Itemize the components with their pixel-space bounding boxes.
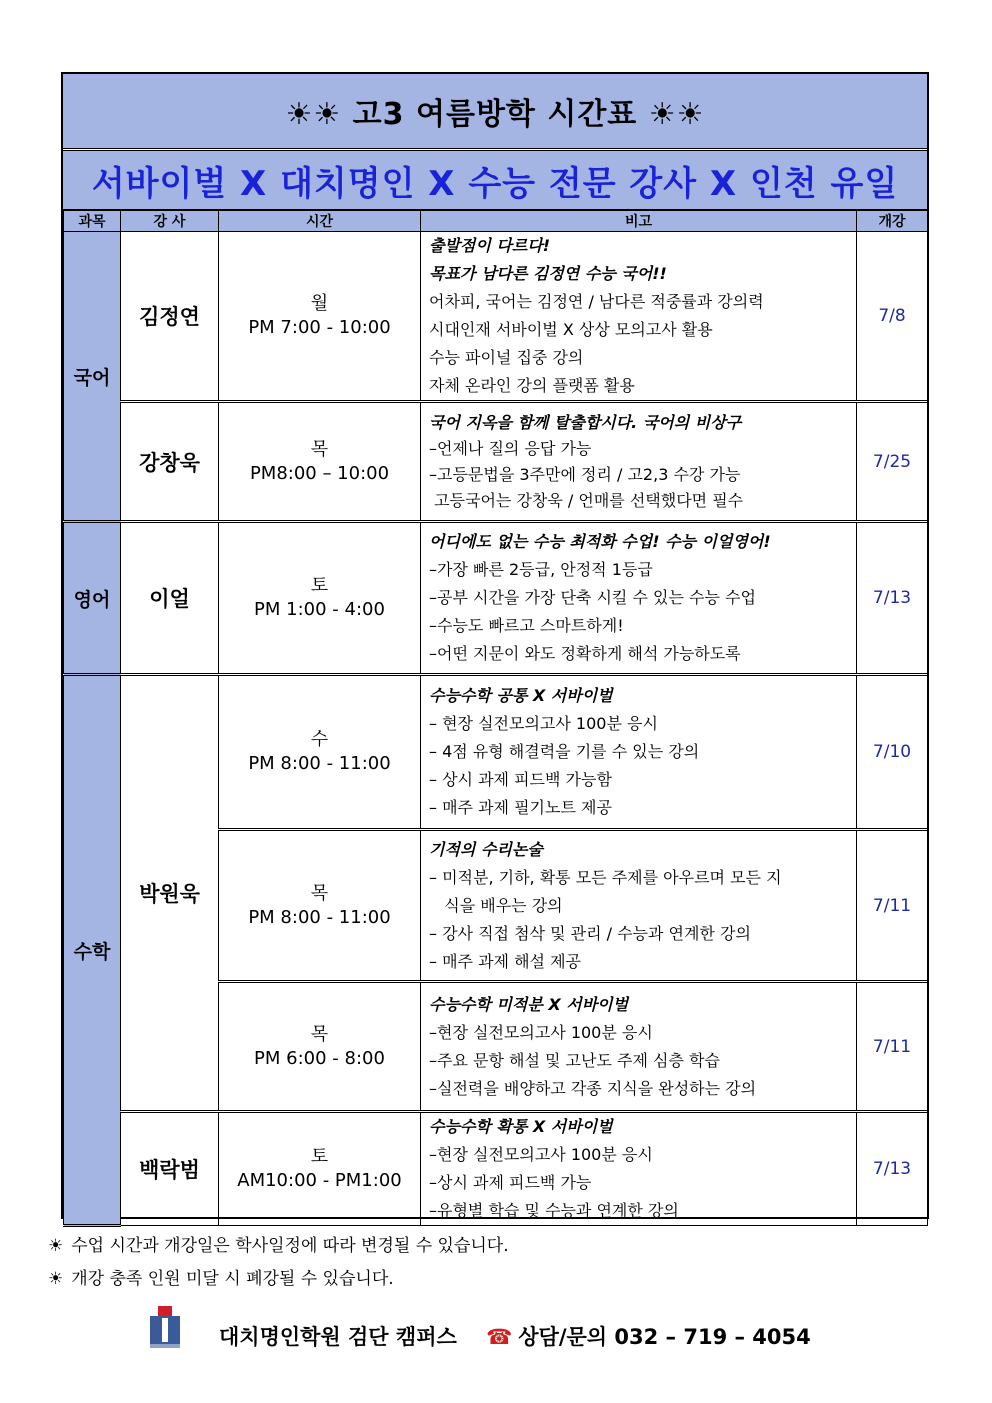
teacher-cell: 강창욱 (121, 402, 219, 522)
note-cell (421, 402, 857, 522)
subject-cell: 영어 (64, 522, 121, 675)
subject-cell: 수학 (64, 675, 121, 1226)
table-row (64, 675, 928, 830)
note-line: – 매주 과제 필기노트 제공 (429, 798, 612, 817)
time-cell (219, 982, 421, 1112)
teacher-cell: 백락범 (121, 1112, 219, 1226)
note-line: –어떤 지문이 와도 정확하게 해석 가능하도록 (429, 644, 741, 663)
note-line: – 미적분, 기하, 확통 모든 주제를 아우르며 모든 지 (429, 867, 782, 887)
day: 목 (310, 438, 329, 460)
open-date: 7/25 (857, 402, 928, 522)
teacher-cell: 이얼 (121, 522, 219, 675)
time: AM10:00 - PM1:00 (237, 1170, 402, 1191)
table-header-row (64, 211, 928, 232)
day: 월 (310, 293, 329, 314)
note-line: 식을 배우는 강의 (429, 895, 563, 915)
note-line: 어차피, 국어는 김정연 / 남다른 적중률과 강의력 (429, 292, 764, 311)
note-line: –현장 실전모의고사 100분 응시 (429, 1022, 653, 1042)
note-line: – 현장 실전모의고사 100분 응시 (429, 714, 658, 733)
note-line: – 상시 과제 피드백 가능함 (429, 770, 612, 789)
note-heading: 기적의 수리논술 (429, 839, 543, 859)
time: PM 7:00 - 10:00 (248, 317, 391, 338)
open-date: 7/11 (857, 982, 928, 1112)
time: PM 6:00 - 8:00 (254, 1047, 385, 1069)
note-heading: 어디에도 없는 수능 최적화 수업! 수능 이얼영어! (429, 532, 771, 551)
note-line: 수능 파이널 집중 강의 (429, 348, 584, 367)
note-line: 고등국어는 강창욱 / 언매를 선택했다면 필수 (429, 490, 744, 510)
column-header: 개강 (857, 211, 928, 232)
table-row (64, 402, 928, 522)
note-line: –공부 시간을 가장 단축 시킬 수 있는 수능 수업 (429, 588, 756, 607)
note-line: – 매주 과제 해설 제공 (429, 951, 581, 971)
teacher-cell: 박원욱 (121, 675, 219, 1112)
phone-number: 상담/문의 032 – 719 – 4054 (518, 1325, 811, 1349)
open-date: 7/8 (857, 232, 928, 402)
column-header: 비고 (421, 211, 857, 232)
schedule-table (63, 210, 928, 1227)
time-cell (219, 1112, 421, 1226)
time-cell (219, 232, 421, 402)
time: PM 8:00 - 11:00 (248, 906, 391, 928)
note-line: 자체 온라인 강의 플랫폼 활용 (429, 376, 635, 395)
table-row (64, 1112, 928, 1226)
footnote-text: 개강 충족 인원 미달 시 폐강될 수 있습니다. (71, 1269, 394, 1289)
footnote (48, 1264, 394, 1289)
note-cell (421, 522, 857, 675)
column-header: 과목 (64, 211, 121, 232)
schedule-frame (61, 72, 929, 1219)
subject-cell: 국어 (64, 232, 121, 522)
note-cell (421, 675, 857, 830)
note-line: –현장 실전모의고사 100분 응시 (429, 1145, 653, 1164)
table-row (64, 522, 928, 675)
note-line: –실전력을 배양하고 각종 지식을 완성하는 강의 (429, 1078, 757, 1098)
time-cell (219, 402, 421, 522)
open-date: 7/11 (857, 830, 928, 982)
academy-logo-icon (150, 1306, 180, 1348)
day: 목 (310, 1023, 329, 1045)
time: PM 8:00 - 11:00 (248, 753, 391, 774)
time: PM8:00 – 10:00 (249, 462, 390, 484)
note-cell (421, 232, 857, 402)
column-header: 시간 (219, 211, 421, 232)
note-line: –가장 빠른 2등급, 안정적 1등급 (429, 560, 653, 579)
note-cell (421, 830, 857, 982)
day: 토 (310, 575, 329, 596)
column-header: 강 사 (121, 211, 219, 232)
page-title: ☀☀ 고3 여름방학 시간표 ☀☀ (63, 74, 927, 149)
note-line: 시대인재 서바이벌 X 상상 모의고사 활용 (429, 320, 713, 339)
note-line: – 4점 유형 해결력을 기를 수 있는 강의 (429, 742, 700, 761)
note-line: –주요 문항 해설 및 고난도 주제 심층 학습 (429, 1050, 720, 1070)
note-line: –고등문법을 3주만에 정리 / 고2,3 수강 가능 (429, 464, 741, 484)
note-cell (421, 1112, 857, 1226)
note-heading: 목표가 남다른 김정연 수능 국어!! (429, 264, 667, 283)
time-cell (219, 522, 421, 675)
note-line: –언제나 질의 응답 가능 (429, 438, 592, 458)
teacher-cell: 김정연 (121, 232, 219, 402)
day: 목 (310, 882, 329, 904)
contact-line (219, 1321, 811, 1351)
page-subtitle: 서바이벌 X 대치명인 X 수능 전문 강사 X 인천 유일 (63, 150, 927, 210)
note-line: – 강사 직접 첨삭 및 관리 / 수능과 연계한 강의 (429, 923, 751, 943)
note-heading: 수능수학 확통 X 서바이벌 (429, 1117, 613, 1136)
note-cell (421, 982, 857, 1112)
note-heading: 수능수학 공통 X 서바이벌 (429, 686, 613, 705)
academy-name: 대치명인학원 검단 캠퍼스 (219, 1325, 457, 1349)
sun-icon: ☀ (48, 1269, 64, 1289)
note-heading: 출발점이 다르다! (429, 236, 551, 255)
note-heading: 수능수학 미적분 X 서바이벌 (429, 994, 629, 1014)
note-heading: 국어 지옥을 함께 탈출합시다. 국어의 비상구 (429, 412, 742, 432)
footnote (48, 1231, 509, 1256)
time-cell (219, 830, 421, 982)
phone-info (486, 1325, 811, 1349)
note-line: –수능도 빠르고 스마트하게! (429, 616, 624, 635)
note-line: –유형별 학습 및 수능과 연계한 강의 (429, 1201, 679, 1220)
day: 토 (310, 1146, 329, 1167)
time-cell (219, 675, 421, 830)
sun-icon: ☀ (48, 1236, 64, 1256)
phone-icon: ☎ (486, 1325, 513, 1349)
footnote-text: 수업 시간과 개강일은 학사일정에 따라 변경될 수 있습니다. (71, 1236, 509, 1256)
time: PM 1:00 - 4:00 (254, 599, 385, 620)
day: 수 (310, 729, 329, 750)
open-date: 7/13 (857, 522, 928, 675)
note-line: –상시 과제 피드백 가능 (429, 1173, 592, 1192)
table-row (64, 232, 928, 402)
open-date: 7/10 (857, 675, 928, 830)
open-date: 7/13 (857, 1112, 928, 1226)
